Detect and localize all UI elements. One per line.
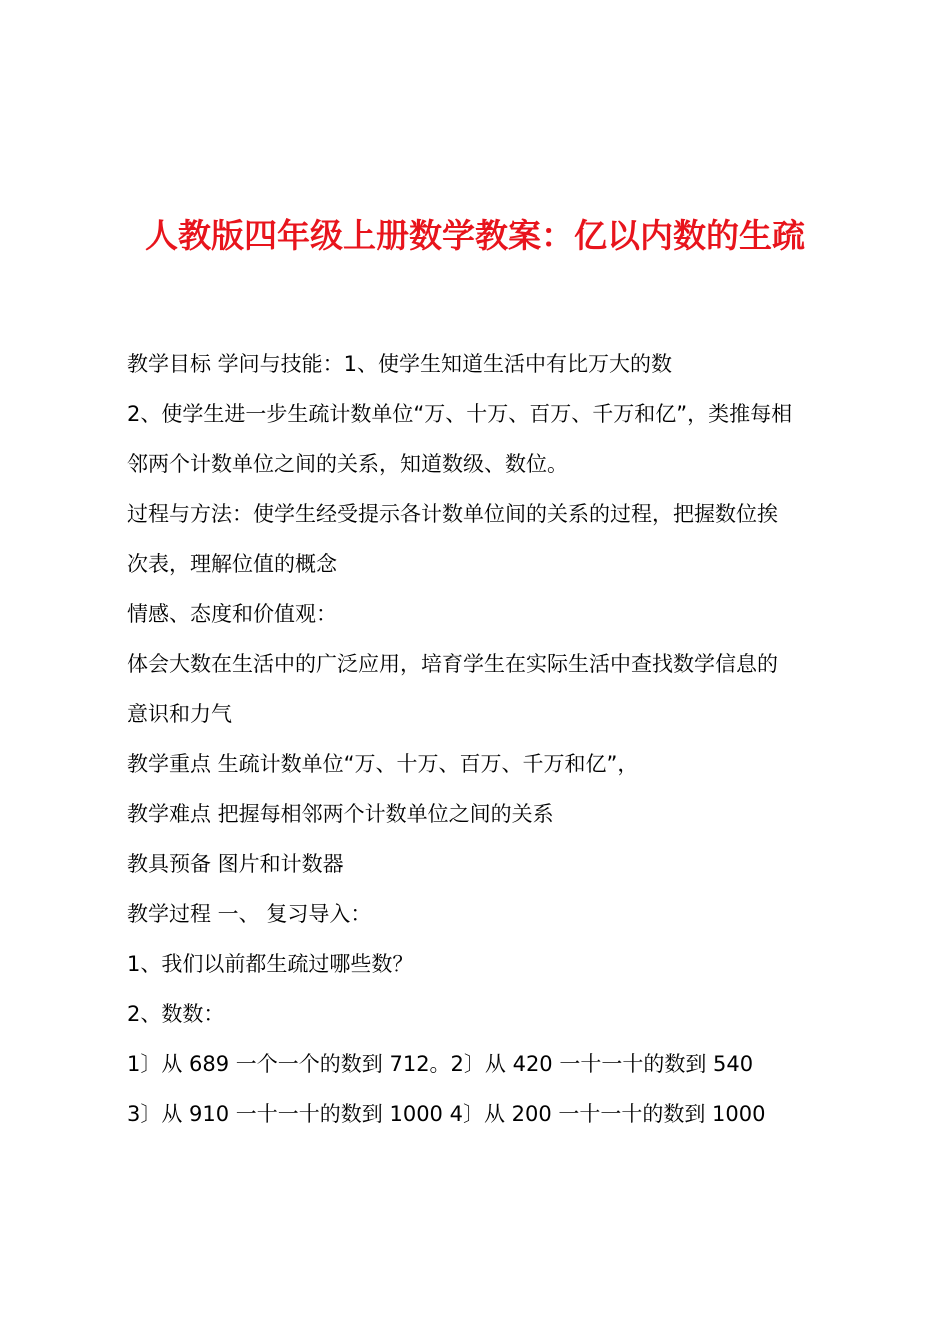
text-line: 教具预备 图片和计数器 bbox=[127, 852, 344, 876]
document-title: 人教版四年级上册数学教案：亿以内数的生疏 bbox=[145, 216, 805, 255]
text-line: 教学重点 生疏计数单位“万、十万、百万、千万和亿”， bbox=[127, 752, 639, 776]
text-line: 1〕从 689 一个一个的数到 712。2〕从 420 一十一十的数到 540 bbox=[127, 1052, 754, 1076]
text-line: 情感、态度和价值观： bbox=[127, 602, 337, 626]
text-line: 1、我们以前都生疏过哪些数？ bbox=[127, 952, 414, 976]
text-line: 教学目标 学问与技能：1、使学生知道生活中有比万大的数 bbox=[127, 352, 673, 376]
text-line: 过程与方法：使学生经受提示各计数单位间的关系的过程，把握数位挨 bbox=[127, 502, 778, 526]
text-line: 意识和力气 bbox=[127, 702, 232, 726]
text-line: 邻两个计数单位之间的关系，知道数级、数位。 bbox=[127, 452, 568, 476]
document-body bbox=[127, 339, 837, 1139]
text-line: 教学难点 把握每相邻两个计数单位之间的关系 bbox=[127, 802, 554, 826]
text-line: 2、数数： bbox=[127, 1002, 225, 1026]
text-line: 2、使学生进一步生疏计数单位“万、十万、百万、千万和亿”，类推每相 bbox=[127, 402, 793, 426]
text-line: 3〕从 910 一十一十的数到 1000 4〕从 200 一十一十的数到 1000 bbox=[127, 1102, 766, 1126]
text-line: 体会大数在生活中的广泛应用，培育学生在实际生活中查找数学信息的 bbox=[127, 652, 778, 676]
text-line: 次表，理解位值的概念 bbox=[127, 552, 337, 576]
text-line: 教学过程 一、 复习导入： bbox=[127, 902, 372, 926]
